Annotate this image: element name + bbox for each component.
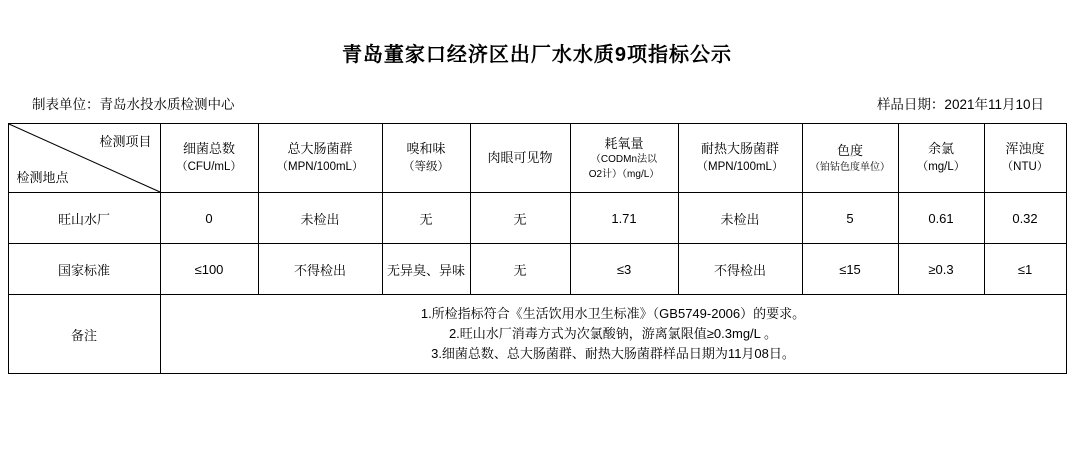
- column-header-oxygen-consumption: [570, 124, 678, 193]
- row-label-standard: 国家标准: [8, 244, 160, 295]
- column-unit: （铂钴色度单位）: [810, 161, 890, 173]
- cell-value: 0.61: [898, 193, 984, 244]
- remark-line: 2.旺山水厂消毒方式为次氯酸钠，游离氯限值≥0.3mg/L 。: [448, 325, 778, 341]
- column-unit: （NTU）: [1001, 161, 1049, 174]
- cell-value: 5: [802, 193, 898, 244]
- cell-value: 无: [382, 193, 470, 244]
- column-name: 耐热大肠菌群: [700, 141, 779, 157]
- column-unit: （MPN/100mL）: [276, 161, 364, 174]
- column-header-chromaticity: [802, 124, 898, 193]
- column-name: 嗅和味: [406, 141, 446, 157]
- column-header-thermotolerant-coliform: [678, 124, 802, 193]
- header-corner-cell: [8, 124, 160, 193]
- column-unit: （等级）: [403, 161, 449, 174]
- page-title: 青岛董家口经济区出厂水水质9项指标公示: [341, 44, 733, 66]
- document-page: [0, 38, 1074, 466]
- cell-value: ≥0.3: [898, 244, 984, 295]
- cell-value: 0.32: [984, 193, 1066, 244]
- cell-value: 未检出: [678, 193, 802, 244]
- cell-value: 不得检出: [258, 244, 382, 295]
- sample-date-label: 样品日期：2021年11月10日: [876, 97, 1044, 112]
- column-name: 肉眼可见物: [487, 150, 553, 166]
- column-header-residual-chlorine: [898, 124, 984, 193]
- column-name: 耗氧量: [604, 135, 644, 151]
- column-unit: （CFU/mL）: [176, 161, 242, 174]
- column-header-bacteria-count: [160, 124, 258, 193]
- column-unit: （MPN/100mL）: [696, 161, 784, 174]
- row-label-plant: 旺山水厂: [8, 193, 160, 244]
- column-name: 总大肠菌群: [287, 141, 353, 157]
- column-unit: （mg/L）: [916, 161, 966, 174]
- cell-value: 无: [470, 244, 570, 295]
- cell-value: 无: [470, 193, 570, 244]
- cell-value: ≤15: [802, 244, 898, 295]
- table-header-row: [8, 124, 1066, 193]
- column-name: 细菌总数: [182, 141, 235, 157]
- meta-row: [32, 93, 1044, 113]
- header-item-label: 检测项目: [99, 134, 152, 149]
- column-header-turbidity: [984, 124, 1066, 193]
- column-unit-2: O2计）（mg/L）: [588, 168, 660, 180]
- column-name: 浑浊度: [1005, 141, 1045, 157]
- cell-value: ≤3: [570, 244, 678, 295]
- column-header-total-coliform: [258, 124, 382, 193]
- remark-line: 3.细菌总数、总大肠菌群、耐热大肠菌群样品日期为11月08日。: [431, 346, 795, 362]
- column-name: 余氯: [927, 141, 954, 157]
- header-place-label: 检测地点: [16, 170, 69, 185]
- water-quality-table: [8, 123, 1067, 374]
- remark-row: [8, 295, 1066, 374]
- table-row: [8, 244, 1066, 295]
- remark-content: [160, 295, 1066, 374]
- cell-value: 0: [160, 193, 258, 244]
- cell-value: 未检出: [258, 193, 382, 244]
- remark-label: 备注: [8, 295, 160, 374]
- column-header-visible-matter: [470, 124, 570, 193]
- table-row: [8, 193, 1066, 244]
- cell-value: 无异臭、异味: [382, 244, 470, 295]
- cell-value: ≤1: [984, 244, 1066, 295]
- cell-value: 不得检出: [678, 244, 802, 295]
- column-header-odor-taste: [382, 124, 470, 193]
- maker-unit-label: 制表单位：青岛水投水质检测中心: [32, 97, 235, 112]
- cell-value: 1.71: [570, 193, 678, 244]
- remark-line: 1.所检指标符合《生活饮用水卫生标准》（GB5749-2006）的要求。: [420, 305, 806, 321]
- column-name: 色度: [836, 142, 863, 158]
- column-unit: （CODMn法以: [590, 154, 658, 166]
- cell-value: ≤100: [160, 244, 258, 295]
